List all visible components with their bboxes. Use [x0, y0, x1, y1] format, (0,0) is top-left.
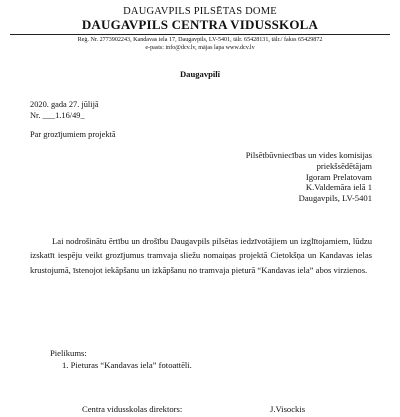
letter-date: 2020. gada 27. jūlijā — [30, 100, 99, 109]
attachments-heading: Pielikums: — [50, 348, 87, 358]
contact-email-web: e-pasts: info@dcv.lv, mājas lapa www.dcv.lv — [145, 45, 255, 51]
school-name: DAUGAVPILS CENTRA VIDUSSKOLA — [81, 17, 319, 32]
addressee-line: Daugavpils, LV-5401 — [298, 193, 372, 204]
city-name: Daugavpilī — [179, 69, 221, 79]
reference-number: Nr. ___1.16/49_ — [30, 111, 85, 120]
addressee-line: priekšsēdētājam — [316, 160, 372, 171]
addressee-line: Igoram Prelatovam — [305, 171, 372, 182]
addressee-line: K.Valdemāra ielā 1 — [305, 182, 372, 193]
attachment-item: 1. Pieturas “Kandavas iela” fotoattēli. — [62, 360, 192, 370]
letter-body — [30, 234, 372, 277]
addressee-block — [246, 150, 372, 204]
institution-name: DAUGAVPILS PILSĒTAS DOME — [123, 6, 277, 17]
header-divider — [10, 34, 390, 35]
addressee-line: Pilsētbūvniecības un vides komisijas — [245, 150, 372, 160]
body-paragraph: Lai nodrošinātu ērtību un drošību Daugavpils pilsētas iedzīvotājiem un izglītojamiem, lūdzu izskatīt iespēju veikt grozījumus tramvaja sliežu nomaiņas projektā Cietokšņa un Kandavas ielas krustojumā, īstenojot iekāpšanu un izkāpšanu no tramvaja pieturā “Kandavas iela” abos virzienos. — [30, 236, 372, 275]
signatory-name: J.Visockis — [270, 404, 306, 414]
signatory-role: Centra vidusskolas direktors: — [82, 404, 183, 414]
letter-subject: Par grozījumiem projektā — [30, 130, 116, 139]
contact-details: Reģ. Nr. 2773902243, Kandavas iela 17, Daugavpils, LV-5401, tālr. 65428131, tālr./ fakss 65429872 — [77, 37, 323, 43]
